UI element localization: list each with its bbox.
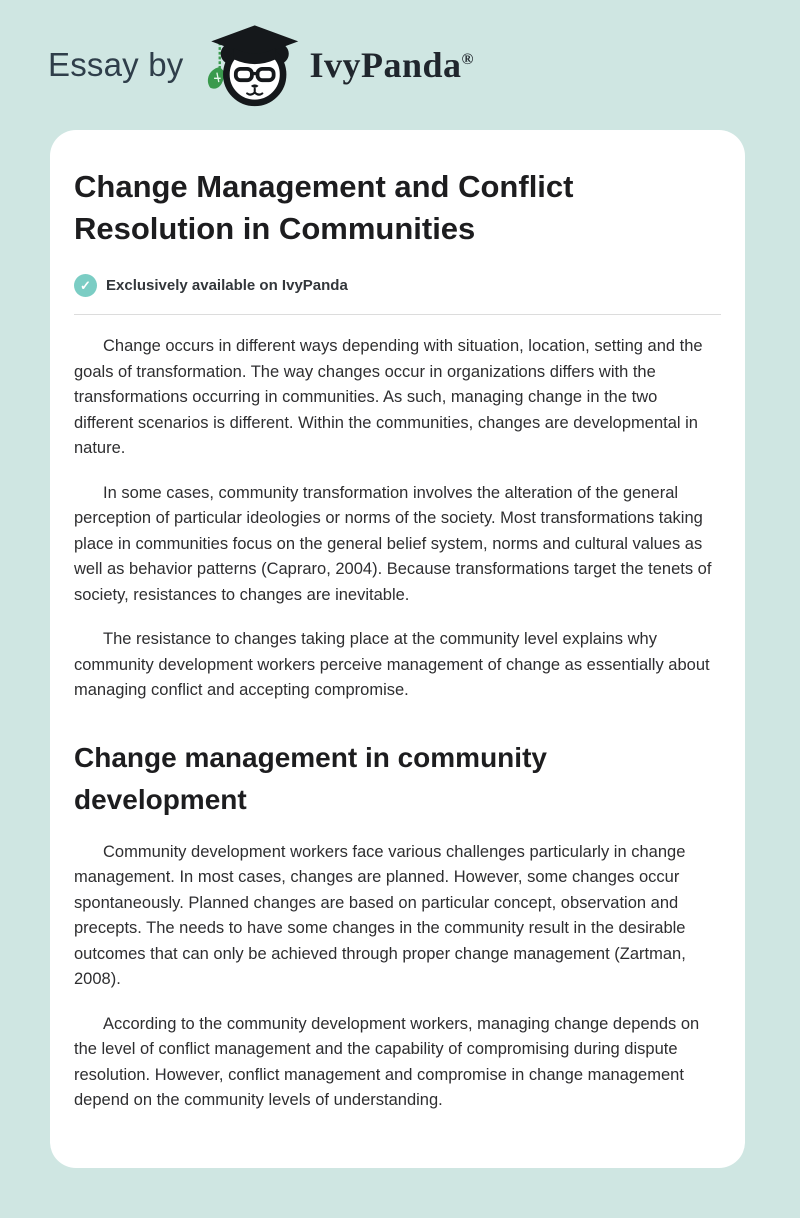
brand-name[interactable]: IvyPanda® <box>309 45 474 85</box>
intro-paragraph-2: In some cases, community transformation involves the alteration of the general perception of particular ideologies or norms of the society. Most transformations taking place in communities focus on the general belief system, norms and cultural values as well as behavior patterns (Capraro, 2004). Because transformations target the tenets of society, resistances to changes are inevitable. <box>74 483 712 604</box>
section-paragraph-1: Community development workers face various challenges particularly in change management. In most cases, changes are planned. However, some changes occur spontaneously. Planned changes are based on particular concept, observation and precepts. The needs to have some changes in the community result in the desirable outcomes that can only be achieved through proper change management (Zartman, 2008). <box>74 842 686 988</box>
intro-paragraph-3: The resistance to changes taking place at the community level explains why community development workers perceive management of change as essentially about managing conflict and accepting compromise. <box>74 630 710 699</box>
ivypanda-brand-link[interactable] <box>198 21 475 109</box>
article-card <box>50 130 745 1168</box>
exclusive-badge-label: Exclusively available on IvyPanda <box>106 277 348 294</box>
exclusive-badge <box>74 274 721 297</box>
ivypanda-panda-logo-icon <box>198 23 302 109</box>
section-paragraph-2: According to the community development workers, managing change depends on the level of conflict management and the capability of compromising during dispute resolution. However, conflict management and compromise in change management depend on the community levels of understanding. <box>74 1014 700 1109</box>
site-header <box>0 0 800 130</box>
page-title: Change Management and Conflict Resolution in Communities <box>74 169 574 246</box>
section-heading: Change management in community development <box>74 741 547 815</box>
intro-paragraph-1: Change occurs in different ways depending with situation, location, setting and the goals of transformation. The way changes occur in organizations differs with the transformations occurring in communities. As such, managing change in the two different scenarios is different. Within the communities, changes are developmental in nature. <box>74 337 703 457</box>
check-icon: ✓ <box>74 274 97 297</box>
divider <box>74 314 721 315</box>
essay-by-label: Essay by <box>48 46 184 83</box>
registered-mark: ® <box>461 51 474 68</box>
